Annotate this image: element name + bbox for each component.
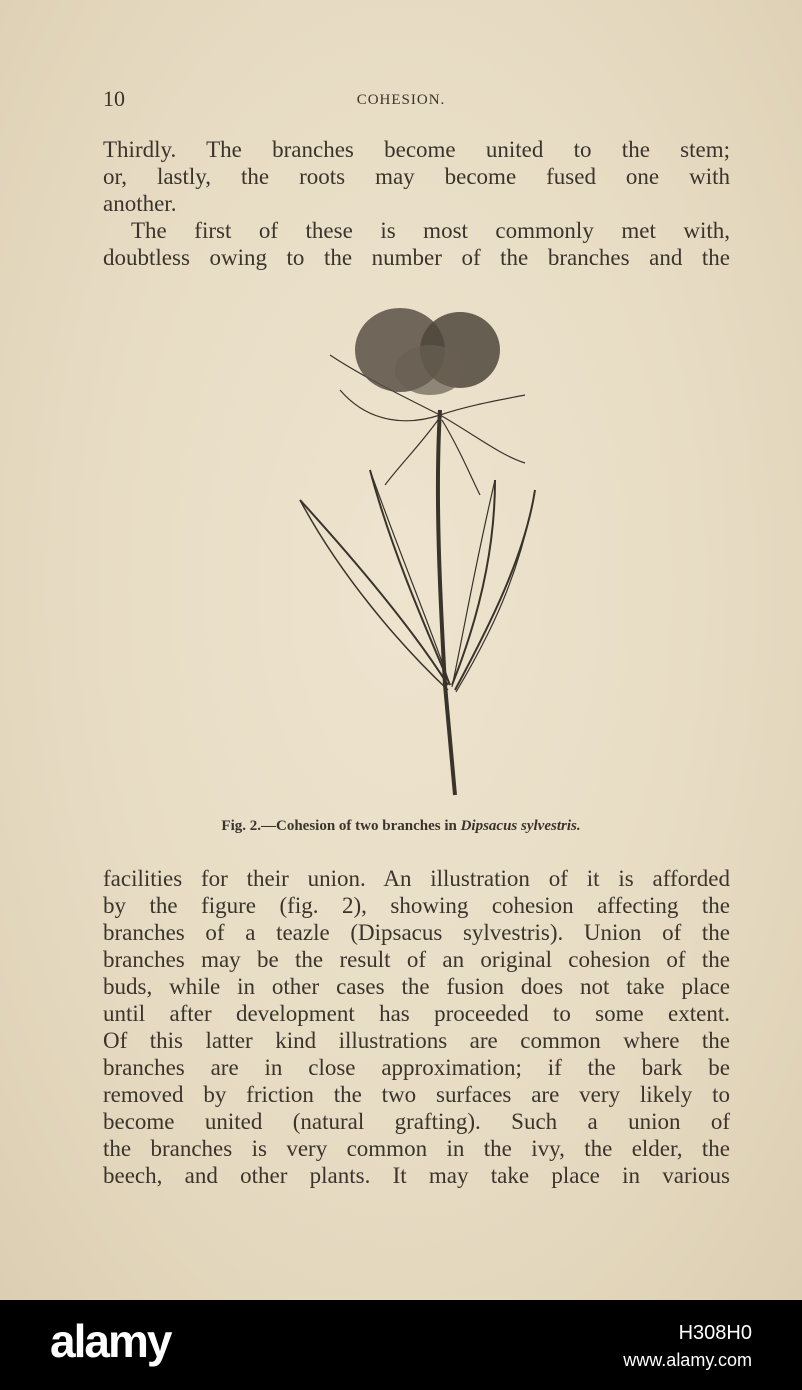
running-head: COHESION.: [356, 92, 446, 108]
text-line: until after development has proceeded to some extent.: [103, 1001, 730, 1026]
site-url: www.alamy.com: [623, 1350, 752, 1370]
text-line: branches may be the result of an original cohesion of the: [103, 947, 730, 972]
image-id: H308H0: [678, 1322, 752, 1344]
text-line: Thirdly. The branches become united to the stem;: [103, 137, 730, 162]
text-line: Of this latter kind illustrations are common where the: [103, 1028, 730, 1053]
text-line: facilities for their union. An illustration of it is afforded: [103, 866, 730, 891]
caption-species: Dipsacus sylvestris.: [460, 818, 581, 834]
text-line: become united (natural grafting). Such a union of: [103, 1109, 730, 1134]
text-line: by the figure (fig. 2), showing cohesion affecting the: [103, 893, 730, 918]
text-line: the branches is very common in the ivy, the elder, the: [103, 1136, 730, 1161]
text-line: branches of a teazle (Dipsacus sylvestris). Union of the: [103, 920, 730, 945]
text-line: doubtless owing to the number of the branches and the: [103, 245, 730, 270]
alamy-logo: alamy: [50, 1315, 171, 1367]
text-line: The first of these is most commonly met with,: [131, 218, 730, 243]
stock-footer-bar: [0, 1300, 802, 1390]
figure-caption: [0, 818, 802, 835]
teazle-illustration: [290, 295, 550, 800]
text-line: branches are in close approximation; if the bark be: [103, 1055, 730, 1080]
text-line: beech, and other plants. It may take place in various: [103, 1163, 730, 1188]
text-line: or, lastly, the roots may become fused one with: [103, 164, 730, 189]
text-line: another.: [103, 191, 177, 216]
text-line: buds, while in other cases the fusion does not take place: [103, 974, 730, 999]
page-number: 10: [103, 86, 125, 111]
text-line: removed by friction the two surfaces are very likely to: [103, 1082, 730, 1107]
caption-prefix: Fig. 2.—Cohesion of two branches in: [221, 818, 461, 834]
